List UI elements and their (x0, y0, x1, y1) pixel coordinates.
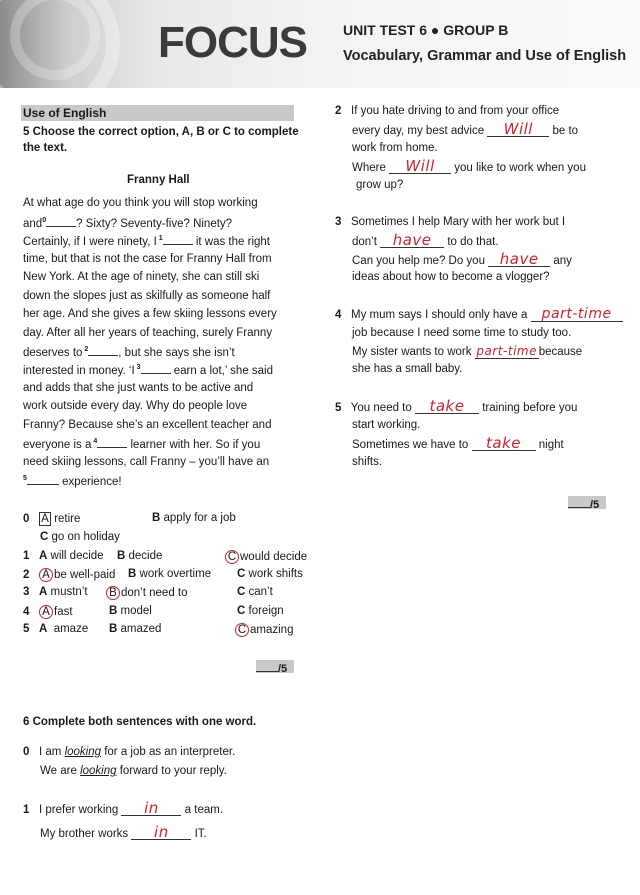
answer-field-2b[interactable]: Will (389, 160, 451, 174)
question-line: ideas about how to become a vlogger? (352, 271, 550, 283)
answer-field-1[interactable]: in (121, 802, 181, 816)
question-line: she has a small baby. (352, 363, 463, 375)
option-row-4: 4 A fast (23, 606, 73, 618)
text-line: deserves to $^2$ , but she says she isn’t (23, 346, 235, 359)
gap-3[interactable] (141, 363, 171, 374)
option-row-2: 2 A be well-paid (23, 569, 116, 581)
gap-5[interactable] (27, 474, 59, 485)
text-line: Certainly, if I were ninety, I $^1$ it was the right (23, 235, 270, 248)
answer-field-4b[interactable]: part-time (476, 344, 537, 358)
option-row-1: 1 A will decide (23, 550, 104, 562)
text-line: work outside every day. Why do people love (23, 400, 248, 412)
score-label: /5 (568, 496, 599, 511)
question-line: Sometimes we have to take night (352, 434, 564, 452)
answer-field-5b[interactable]: take (472, 437, 536, 451)
text-line: down the slopes just as skilfully as someone half (23, 290, 271, 302)
example-line: We are looking forward to your reply. (40, 765, 227, 777)
answer-field-2a[interactable]: Will (487, 123, 549, 137)
question-line: 2 If you hate driving to and from your office (335, 105, 560, 117)
answer-field-4a[interactable]: part-time (531, 308, 623, 322)
question-line: My sister wants to work part-time because (352, 344, 583, 358)
question-line: grow up? (356, 179, 404, 191)
option-c-2[interactable]: C work shifts (237, 568, 303, 580)
option-row-0: 0 A retire (23, 513, 81, 525)
section-bar: Use of English (21, 105, 294, 121)
answer-circle: B (106, 586, 120, 600)
question-line: shifts. (352, 456, 383, 468)
answer-circle: C (235, 623, 249, 637)
question-line: 4 My mum says I should only have a part-time (335, 308, 623, 322)
example-line: 0 I am looking for a job as an interpreter. (23, 746, 236, 758)
option-b-2[interactable]: B work overtime (128, 568, 212, 580)
option-c-4[interactable]: C foreign (237, 605, 284, 617)
gap-2[interactable] (88, 345, 118, 356)
option-b-4[interactable]: B model (109, 605, 152, 617)
option-b-0[interactable]: B apply for a job (152, 512, 236, 524)
question-line: job because I need some time to study too. (352, 327, 572, 339)
option-row-3: 3 A mustn’t (23, 586, 88, 598)
answer-field-3a[interactable]: have (380, 234, 444, 248)
question-line: don’t have to do that. (352, 231, 499, 249)
question-line: Where Will you like to work when you (352, 157, 586, 175)
answer-circle: C (225, 550, 239, 564)
question-line: 1 I prefer working in a team. (23, 799, 224, 817)
text-line: need skiing lessons, call Franny – you’ll have an (23, 456, 270, 468)
question-line: start working. (352, 419, 421, 431)
option-c-3[interactable]: C can’t (237, 586, 273, 598)
option-b-1[interactable]: B decide (117, 550, 163, 562)
text-line: and adds that she just wants to be active and (23, 382, 254, 394)
question-line: My brother works in IT. (40, 823, 207, 841)
instruction: 6 Complete both sentences with one word. (23, 716, 257, 728)
text-line: everyone is a $^4$ learner with her. So if you (23, 438, 261, 451)
question-line: Can you help me? Do you have any (352, 250, 572, 268)
gap-4[interactable] (97, 437, 127, 448)
answer-circle[interactable]: A (39, 568, 53, 582)
text-line: and$^0$ ? Sixty? Seventy-five? Ninety? (23, 217, 233, 230)
text-line: New York. At the age of ninety, she can still ski (23, 271, 260, 283)
question-line: work from home. (352, 142, 438, 154)
text-line: her age. And she gives a few skiing lessons every (23, 308, 277, 320)
text-title: Franny Hall (127, 174, 190, 186)
answer-field-1b[interactable]: in (131, 826, 191, 840)
text-line: time, but that is not the case for Franny Hall from (23, 253, 272, 265)
gap-1[interactable] (163, 234, 193, 245)
text-line: Franny? Because she’s an excellent teacher and (23, 419, 272, 431)
text-line: $^5$ experience! (23, 475, 122, 488)
option-c-1[interactable]: C would decide (225, 550, 307, 564)
option-c-5[interactable]: C amazing (235, 623, 293, 637)
question-line: 3 Sometimes I help Mary with her work but I (335, 216, 566, 228)
text-line: interested in money. ‘I $^3$ earn a lot,’ she said (23, 364, 274, 377)
score-label: /5 (256, 660, 287, 675)
option-c-0[interactable]: C go on holiday (40, 531, 120, 543)
option-b-3[interactable]: B don’t need to (106, 586, 188, 600)
logo-text: FOCUS (158, 18, 307, 67)
answer-circle[interactable]: A (39, 605, 53, 619)
instruction: 5 Choose the correct option, A, B or C to complete (23, 126, 299, 138)
question-line: 5 You need to take training before you (335, 397, 578, 415)
question-line: every day, my best advice Will be to (352, 120, 579, 138)
text-line: day. After all her years of teaching, surely Franny (23, 327, 273, 339)
unit-title: UNIT TEST 6 ● GROUP B (343, 22, 509, 38)
test-subtitle: Vocabulary, Grammar and Use of English (343, 48, 627, 64)
option-b-5[interactable]: B amazed (109, 623, 162, 635)
answer-field-5a[interactable]: take (415, 400, 479, 414)
selected-a-0[interactable]: A (39, 512, 51, 526)
option-row-5: 5 A amaze (23, 623, 89, 635)
instruction: the text. (23, 142, 68, 154)
answer-field-3b[interactable]: have (488, 253, 550, 267)
text-line: At what age do you think you will stop working (23, 197, 258, 209)
